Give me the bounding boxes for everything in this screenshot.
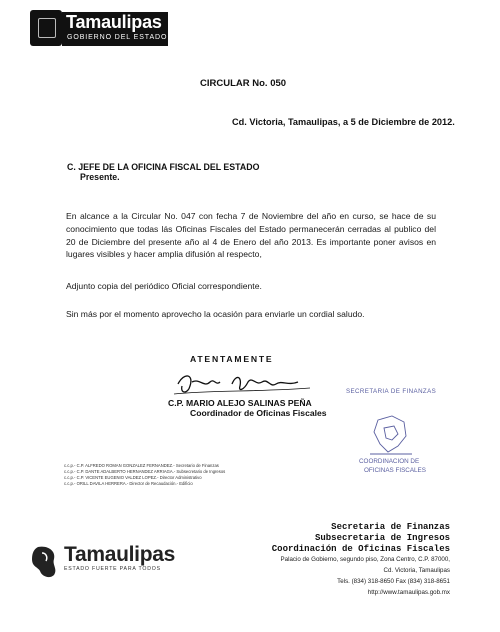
body-paragraph-2: Adjunto copia del periódico Oficial correspondiente. (66, 281, 262, 291)
date-line: Cd. Victoria, Tamaulipas, a 5 de Diciembre de 2012. (232, 117, 455, 127)
stamp-bottom-text-1: COORDINACION DE (359, 458, 420, 465)
footer-dept-line-2: Subsecretaria de Ingresos (314, 533, 450, 543)
state-seal-logo (30, 10, 62, 46)
ccp-line-4: c.c.p.- ORILL DAVILA HERRERA.- Director de Recaudación.- Edificio (64, 481, 193, 486)
footer-logo-name: Tamaulipas (64, 543, 175, 566)
ccp-line-3: c.c.p.- C.P. VICENTE EUGENIO VALDEZ LOPEZ.- Director Administrativo (64, 475, 202, 480)
signer-name: C.P. MARIO ALEJO SALINAS PEÑA (168, 398, 312, 408)
stamp-bottom-text-2: OFICINAS FISCALES (364, 467, 426, 474)
footer-phone: Tels. (834) 318-8650 Fax (834) 318-8651 (337, 578, 450, 585)
body-paragraph-1: En alcance a la Circular No. 047 con fecha 7 de Noviembre del año en curso, se hace de su conocimiento que todas lás Oficinas Fiscales del Estado permanecerán cerradas al publico del 20 de Diciembre del presente año al 4 de Enero del año 2013. Es importante poner avisos en lugares visibles y hacer amplia difusión al respecto, (66, 211, 436, 260)
addressee-presente: Presente. (80, 172, 120, 182)
header-state-name: Tamaulipas (66, 12, 162, 32)
addressee-line: C. JEFE DE LA OFICINA FISCAL DEL ESTADO (67, 162, 260, 172)
footer-slogan: ESTADO FUERTE PARA TODOS (64, 566, 161, 572)
footer-dept-line-3: Coordinación de Oficinas Fiscales (271, 544, 450, 554)
footer-address-2: Cd. Victoria, Tamaulipas (383, 567, 450, 574)
circular-number: CIRCULAR No. 050 (200, 78, 287, 89)
footer-dept-line-1: Secretaria de Finanzas (331, 522, 450, 532)
header-subtitle: GOBIERNO DEL ESTADO (67, 34, 168, 41)
ccp-line-2: c.c.p.- C.P. DANTE ADALBERTO HERNANDEZ ARRIAGA.- Subsecretario de Ingresos (64, 469, 226, 474)
footer-state-map-icon (28, 545, 62, 579)
footer-website-link[interactable]: http://www.tamaulipas.gob.mx (367, 589, 450, 596)
body-paragraph-3: Sin más por el momento aprovecho la ocasión para enviarle un cordial saludo. (66, 309, 365, 319)
ccp-line-1: c.c.p.- C.P. ALFREDO ROMAN GONZALEZ FERNANDEZ.- Secretario de Finanzas (64, 463, 219, 468)
footer-address-1: Palacio de Gobierno, segundo piso, Zona Centro, C.P. 87000, (280, 556, 450, 563)
stamp-top-text: SECRETARIA DE FINANZAS (346, 388, 437, 395)
signer-title: Coordinador de Oficinas Fiscales (190, 408, 327, 418)
closing-text: ATENTAMENTE (190, 354, 274, 364)
